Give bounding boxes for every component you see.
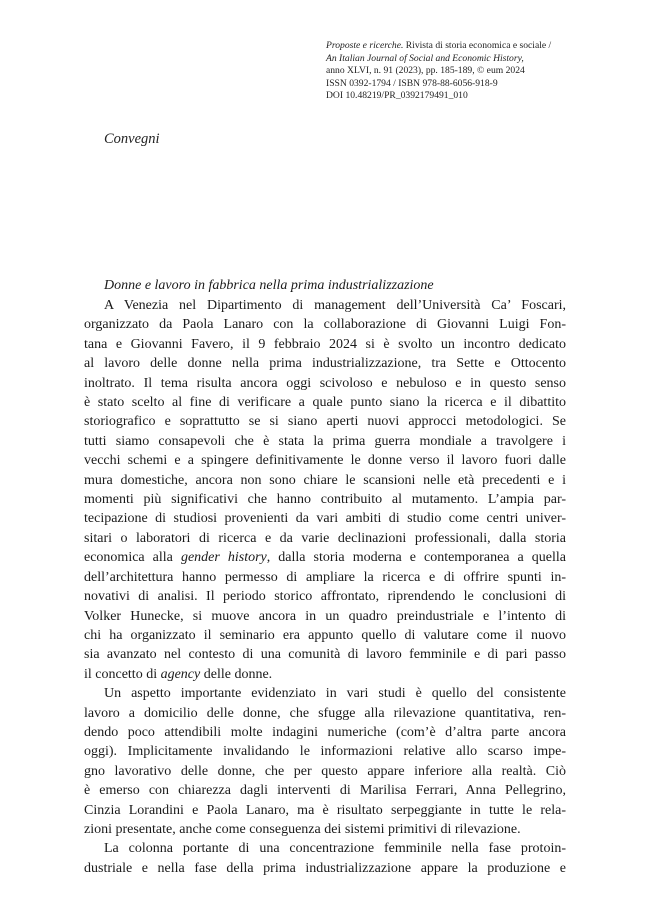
journal-subtitle: Rivista di storia economica e sociale /	[403, 40, 552, 51]
paragraph-3	[84, 839, 566, 878]
text-line: dustriale e nella fase della prima industrializzazione appare la produzione e	[84, 860, 566, 876]
text-line: zioni presentate, anche come conseguenza dei sistemi primitivi di rilevazione.	[84, 821, 521, 837]
text-line: novativi di analisi. Il periodo storico affrontato, riprendendo le conclusioni di	[84, 589, 566, 605]
text-fragment: economica alla	[84, 550, 181, 566]
paragraph-1	[84, 296, 566, 684]
text-line: La colonna portante di una concentrazione femminile nella fase protoin-	[104, 841, 566, 857]
text-line: sitari o laboratori di ricerca e da varie declinazioni professionali, dalla storia	[84, 530, 566, 546]
text-line	[84, 665, 566, 684]
text-line: oggi). Implicitamente invalidando le informazioni relative allo scarso impe-	[84, 744, 566, 760]
paragraph-2	[84, 684, 566, 839]
text-line: è stato scelto al fine di verificare a quale punto siano la ricerca e il dibattito	[84, 395, 566, 411]
text-line: Cinzia Lorandini e Paola Lanaro, ma è risultato serpeggiante in tutte le rela-	[84, 802, 566, 818]
text-fragment: delle donne.	[200, 666, 273, 682]
journal-english-title: An Italian Journal of Social and Economic History,	[326, 52, 524, 64]
text-fragment: , dalla storia moderna e contemporanea a quella	[266, 550, 567, 566]
text-line: gno lavorativo delle donne, che per questo appare inferiore alla realtà. Ciò	[84, 763, 566, 779]
journal-info	[326, 40, 566, 103]
text-line: inoltrato. Il tema risulta ancora oggi scivoloso e nebuloso e in questo senso	[84, 375, 566, 391]
section-label: Convegni	[104, 131, 160, 147]
text-line: vecchi schemi e a spingere definitivamente le donne verso il lavoro fuori dalle	[84, 453, 566, 469]
journal-doi: DOI 10.48219/PR_0392179491_010	[326, 90, 468, 102]
article	[84, 276, 566, 878]
text-line: mura domestiche, ancora non sono chiare le scansioni nelle età precedenti e i	[84, 472, 566, 488]
text-line: al lavoro delle donne nella prima industrializzazione, tra Sette e Ottocento	[84, 356, 566, 372]
emphasis-gender-history: gender history	[180, 550, 267, 566]
journal-issue: anno XLVI, n. 91 (2023), pp. 185-189, © eum 2024	[326, 65, 525, 77]
text-fragment: il concetto di	[84, 666, 161, 682]
article-title: Donne e lavoro in fabbrica nella prima industrializzazione	[104, 278, 434, 293]
text-line: tecipazione di studiosi provenienti da vari ambiti di studio come centri univer-	[84, 511, 566, 527]
text-line: sia avanzato nel contesto di una comunità di lavoro femminile e di pari passo	[84, 647, 566, 663]
text-line: chi ha organizzato il seminario era appunto quello di valutare come il nuovo	[84, 627, 566, 643]
journal-issn-isbn: ISSN 0392-1794 / ISBN 978-88-6056-918-9	[326, 77, 498, 89]
text-line	[84, 548, 566, 567]
text-line: dell’architettura hanno permesso di ampliare la ricerca e di offrire spunti in-	[84, 569, 566, 585]
text-line: lavoro a domicilio delle donne, che sfugge alla rilevazione quantitativa, ren-	[84, 705, 566, 721]
text-line: tana e Giovanni Favero, il 9 febbraio 2024 si è svolto un incontro dedicato	[84, 336, 566, 352]
text-line: è emerso con chiarezza dagli interventi di Marilisa Ferrari, Anna Pellegrino,	[84, 783, 566, 799]
text-line: dendo poco attendibili molte indagini numeriche (com’è d’altra parte ancora	[84, 724, 566, 740]
emphasis-agency: agency	[160, 666, 201, 682]
text-line: Volker Hunecke, si muove ancora in un quadro preindustriale e l’intento di	[84, 608, 566, 624]
text-line: storiografico e soprattutto se si siano aperti nuovi approcci metodologici. Se	[84, 414, 566, 430]
text-line: momenti più significativi che hanno contribuito al mutamento. L’ampia par-	[84, 492, 566, 508]
text-line: tutti siamo consapevoli che è stata la prima guerra mondiale a travolgere i	[84, 433, 566, 449]
journal-title: Proposte e ricerche.	[326, 40, 404, 51]
journal-info-line-1	[326, 40, 566, 53]
text-line: Un aspetto importante evidenziato in vari studi è quello del consistente	[104, 686, 566, 702]
text-line: organizzato da Paola Lanaro con la collaborazione di Giovanni Luigi Fon-	[84, 317, 566, 333]
text-line: A Venezia nel Dipartimento di management dell’Università Ca’ Foscari,	[104, 298, 566, 313]
